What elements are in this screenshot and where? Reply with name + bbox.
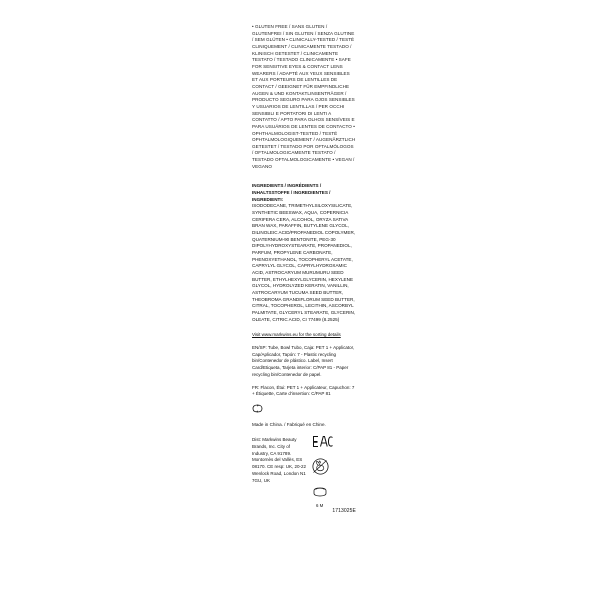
cruelty-free-mark-wrap: [312, 458, 356, 480]
period-after-opening-icon: [312, 486, 328, 498]
footer-block: [252, 437, 356, 515]
ingredients-list: ISODODECANE, TRIMETHYLSILOXYSILICATE, SYNTHETIC BEESWAX, AQUA, COPERNICIA CERIFERA CERA, ALCOHOL, ORYZA SATIVA BRAN WAX, PARAFFIN, BUTYLENE GLYCOL, DILINOLEIC ACID/PROPANEDIOL COPOLYMER, QUATERNIUM-90 BENTONITE, PEG-30 DIPOLYHYDROXYSTEARATE, PROPANEDIOL, PARFUM, PROPYLENE CARBONATE, PHENOXYETHANOL, TOCOPHERYL ACETATE, CAPRYLYL GLYCOL, CAPRYLHYDROXAMIC ACID, ASTROCARYUM MURUMURU SEED BUTTER, ETHYLHEXYLGLYCERIN, HEXYLENE GLYCOL, HYDROLYZED KERATIN, VANILLIN, ASTROCARYUM TUCUMA SEED BUTTER, THEOBROMA GRANDIFLORUM SEED BUTTER, CITRAL, TOCOPHEROL, LECITHIN, ASCORBYL PALMITATE, GLYCERYL STEARATE, GLYCERIN, OLEATE, CITRIC ACID, CI 77499 (8.2525): [252, 203, 356, 322]
pao-label: 6 M: [316, 503, 324, 509]
batch-code: 1713025E: [332, 508, 356, 515]
distributor-address: Dist: Markwins Beauty Brands, Inc. City of Industry, CA 91789. Montornès del Vallès, ES 08170. CE resp: UK, 20-22 Wenlock Road, London N1 7GU, UK: [252, 437, 307, 483]
compliance-marks: [312, 435, 356, 513]
cruelty-free-rabbit-icon: [312, 458, 329, 475]
label-text-column: [252, 24, 356, 515]
made-in-text: Made in China. / Fabriqué en Chine.: [252, 422, 326, 428]
product-claims-text: • GLUTEN FREE / SANS GLUTEN / GLUTENFREI / SIN GLUTEN / SENZA GLUTINE / SEM GLÚTEN • CLINICALLY-TESTED / TESTÉ CLINIQUEMENT / CLINICAMENTE TESTADO / KLINISCH GETESTET / CLINICAMENTE TESTATO / TESTADO CLINICAMENTE • SAFE FOR SENSITIVE EYES & CONTACT LENS WEARERS / ADAPTÉ AUX YEUX SENSIBLES ET AUX PORTEURS DE LENTILLES DE CONTACT / GEEIGNET FÜR EMPFINDLICHE AUGEN & UND KONTAKTLINSENTRÄGER / PRODUCTO SEGURO PARA OJOS SENSIBLES Y USUARIOS DE LENTILLAS / PER OCCHI SENSIBILI E PORTATORI DI LENTI A CONTATTO / APTO PARA OLHOS SENSÍVEIS E PARA USUÁRIOS DE LENTES DE CONTACTO • OPHTHALMOLOGIST-TESTED / TESTÉ OPHTALMOLOGIQUEMENT / AUGENÄRZTLICH GETESTET / TESTADO POR OFTALMÓLOGOS / OFTALMOLOGICAMENTE TESTATO / TESTADO OFTALMOLOGICAMENTE • VEGAN / VEGANO: [252, 24, 356, 169]
recycling-info-en-sp: EN/SP: Tube, Bowl Tubo, Caja: PET 1 + Applicator, Cap/Aplicador, Tapón: 7 - Plastic recycling bin/Contenedor de plástico. Label, Insert Card/Etiqueta, Tarjeta interior: C/PAP 81 - Paper recycling bin/Contenedor de papel.: [252, 344, 355, 377]
green-dot-icon: [252, 404, 263, 413]
ingredients-heading: INGREDIENTS / INGRÉDIENTS / INHALTSSTOFFE / INGREDIENTES / INGREDIENTI:: [252, 183, 331, 202]
pao-mark-wrap: [312, 485, 356, 508]
green-dot-mark-wrap: [252, 404, 356, 413]
recycling-info-fr: FR: Flacon, Étui: PET 1 + Applicateur, Capuchon: 7 + Étiquette, Carte d'insertion: C/PAP 81: [252, 384, 355, 397]
sorting-details-link[interactable]: Visit www.markwins.eu for the sorting details: [252, 332, 341, 338]
eac-mark-wrap: [312, 435, 356, 453]
eac-icon: [312, 435, 334, 448]
